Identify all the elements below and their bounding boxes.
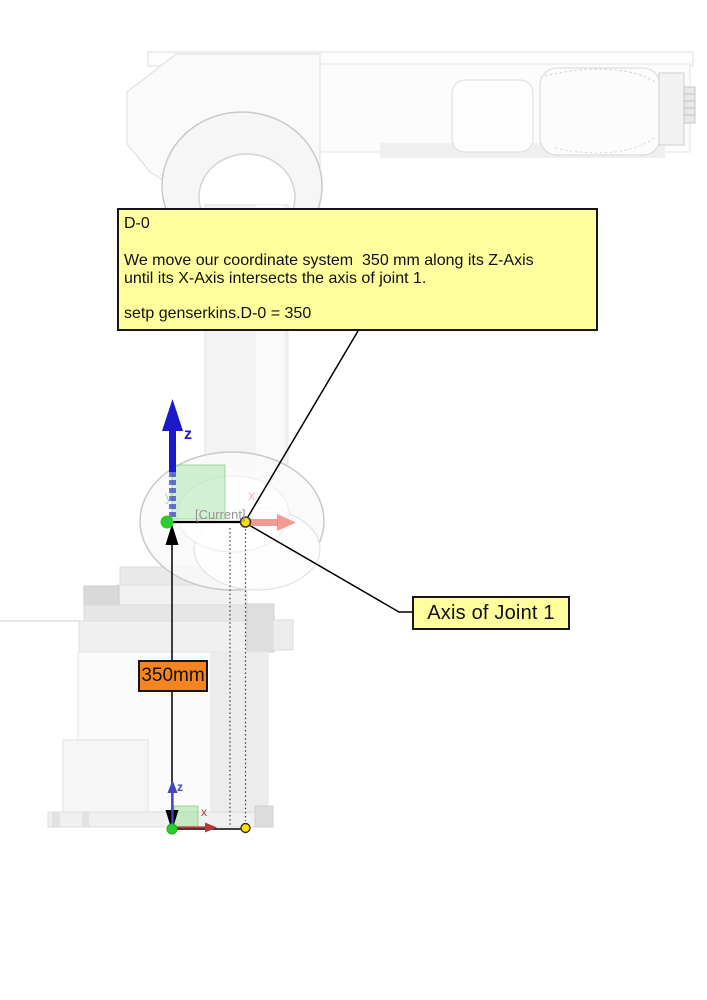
floor-flange xyxy=(48,812,270,827)
d0-body-line1: We move our coordinate system 350 mm along its Z-Axis xyxy=(124,252,534,269)
base-flange-4 xyxy=(79,621,273,652)
y-axis-label: y xyxy=(165,488,172,504)
base-z-axis-label: z xyxy=(177,780,183,794)
floor-flange-right-block xyxy=(255,806,273,827)
base-cylinder-shade xyxy=(210,652,268,812)
base-right-step-2 xyxy=(273,620,293,650)
floor-flange-notch-1 xyxy=(52,812,60,827)
spacer xyxy=(124,233,590,252)
base-x-axis-label: x xyxy=(201,805,207,819)
d0-command: setp genserkins.D-0 = 350 xyxy=(124,305,312,322)
wrist-tool-plate xyxy=(684,87,695,123)
floor-flange-notch-2 xyxy=(82,812,89,827)
current-origin-point xyxy=(161,516,174,529)
d0-body-line2: until its X-Axis intersects the axis of joint 1. xyxy=(124,269,427,287)
x-axis-shaft xyxy=(248,519,278,526)
d0-callout-box xyxy=(117,208,598,331)
d0-title: D-0 xyxy=(124,215,150,232)
joint1-axis-point-bottom xyxy=(241,824,250,833)
robot-arm-render xyxy=(0,52,695,827)
dimension-label: 350mm xyxy=(138,660,208,692)
z-axis-label: z xyxy=(184,426,192,443)
forearm-cover-left xyxy=(452,80,533,152)
base-flange-3 xyxy=(84,605,268,621)
x-axis-label: x xyxy=(248,487,255,503)
base-right-step xyxy=(247,604,274,652)
current-frame-label: [Current] xyxy=(195,507,246,522)
base-frame-plane xyxy=(174,806,198,828)
z-axis-arrowhead xyxy=(162,399,183,431)
base-origin-point xyxy=(167,824,177,834)
forearm-cover-right xyxy=(540,68,660,155)
base-front-cover xyxy=(63,740,148,812)
wrist-flange xyxy=(659,73,684,145)
axis-of-joint-label: Axis of Joint 1 xyxy=(412,596,570,630)
